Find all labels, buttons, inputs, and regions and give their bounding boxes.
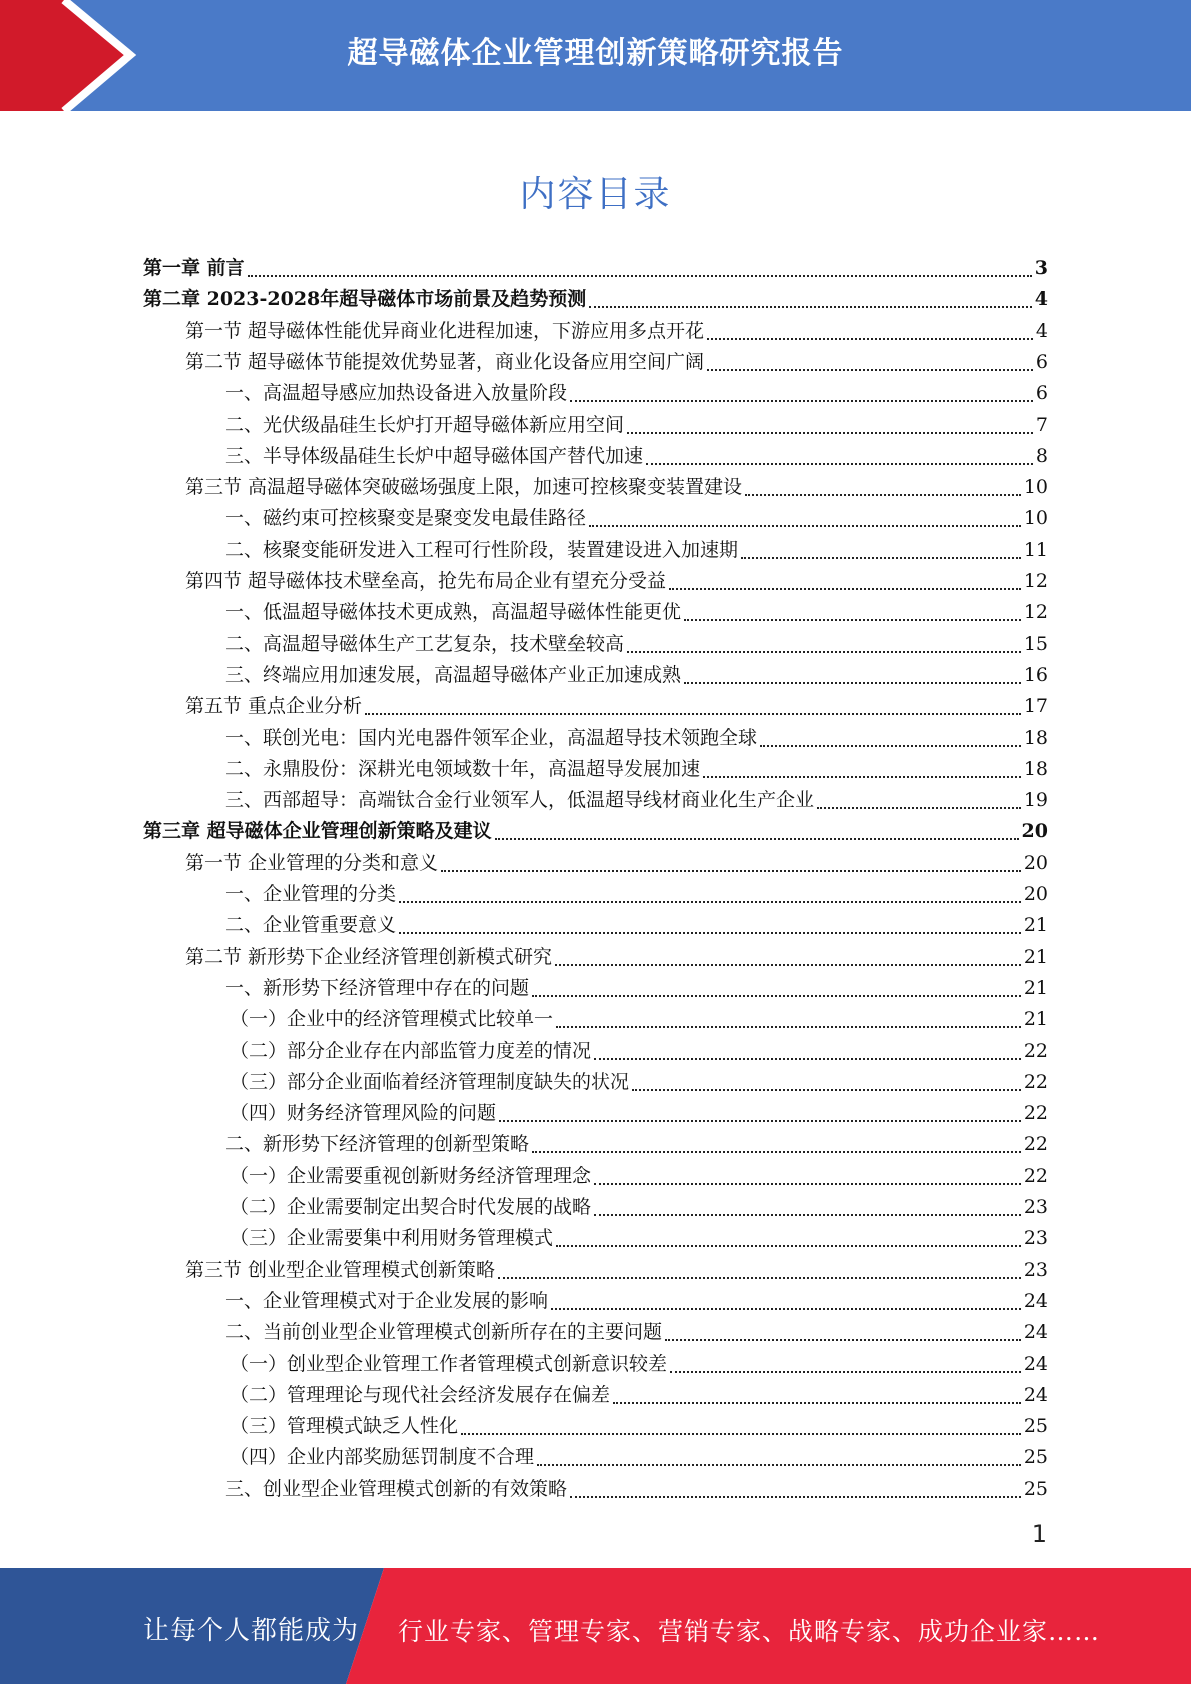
toc-leader-dots bbox=[707, 338, 1033, 340]
toc-leader-dots bbox=[498, 1277, 1021, 1279]
toc-entry-page: 22 bbox=[1023, 1133, 1048, 1156]
toc-entry[interactable] bbox=[225, 1286, 1048, 1317]
toc-entry-page: 20 bbox=[1021, 820, 1048, 843]
toc-entry-page: 12 bbox=[1023, 601, 1048, 624]
toc-entry-page: 24 bbox=[1023, 1321, 1048, 1344]
report-title: 超导磁体企业管理创新策略研究报告 bbox=[347, 36, 844, 71]
toc-entry[interactable] bbox=[143, 284, 1048, 315]
toc-entry-title: 一、磁约束可控核聚变是聚变发电最佳路径 bbox=[225, 507, 587, 530]
toc-leader-dots bbox=[665, 1339, 1021, 1341]
toc-entry-title: （二）部分企业存在内部监管力度差的情况 bbox=[230, 1039, 592, 1062]
toc-entry-title: 三、终端应用加速发展，高温超导磁体产业正加速成熟 bbox=[225, 663, 682, 686]
toc-leader-dots bbox=[570, 1496, 1021, 1498]
toc-entry[interactable] bbox=[225, 629, 1048, 660]
toc-entry-title: （二）管理理论与现代社会经济发展存在偏差 bbox=[230, 1383, 611, 1406]
toc-entry-page: 25 bbox=[1023, 1446, 1048, 1469]
toc-entry-title: 二、当前创业型企业管理模式创新所存在的主要问题 bbox=[225, 1321, 663, 1344]
toc-entry-page: 6 bbox=[1035, 382, 1048, 405]
toc-entry-title: 二、新形势下经济管理的创新型策略 bbox=[225, 1133, 530, 1156]
footer-slogan-right: 行业专家、管理专家、营销专家、战略专家、成功企业家…… bbox=[398, 1617, 1101, 1646]
toc-entry[interactable] bbox=[185, 347, 1048, 378]
toc-leader-dots bbox=[817, 807, 1021, 809]
toc-leader-dots bbox=[707, 369, 1033, 371]
toc-entry[interactable] bbox=[185, 848, 1048, 879]
toc-leader-dots bbox=[551, 1308, 1021, 1310]
toc-entry-page: 20 bbox=[1023, 883, 1048, 905]
toc-entry-page: 24 bbox=[1023, 1289, 1048, 1312]
toc-entry[interactable] bbox=[185, 691, 1048, 722]
toc-entry-title: （三）管理模式缺乏人性化 bbox=[230, 1415, 459, 1438]
footer-slogan-left: 让每个人都能成为 bbox=[143, 1616, 360, 1646]
toc-leader-dots bbox=[570, 400, 1033, 402]
toc-entry[interactable] bbox=[185, 942, 1048, 973]
toc-leader-dots bbox=[669, 588, 1021, 590]
toc-leader-dots bbox=[399, 901, 1021, 903]
toc-leader-dots bbox=[589, 525, 1021, 527]
toc-entry[interactable] bbox=[230, 1192, 1048, 1223]
toc-entry-title: 一、低温超导磁体技术更成熟，高温超导磁体性能更优 bbox=[225, 601, 682, 624]
toc-entry-page: 22 bbox=[1023, 1164, 1048, 1187]
toc-leader-dots bbox=[537, 1464, 1021, 1466]
toc-entry-page: 19 bbox=[1023, 789, 1048, 812]
toc-entry-page: 18 bbox=[1023, 757, 1048, 780]
toc-entry[interactable] bbox=[230, 1004, 1048, 1035]
toc-entry-title: 三、创业型企业管理模式创新的有效策略 bbox=[225, 1477, 568, 1500]
toc-entry-title: 二、光伏级晶硅生长炉打开超导磁体新应用空间 bbox=[225, 413, 625, 436]
toc-leader-dots bbox=[703, 776, 1021, 778]
toc-leader-dots bbox=[499, 1120, 1021, 1122]
toc-entry-page: 23 bbox=[1023, 1258, 1048, 1281]
toc-entry-page: 22 bbox=[1023, 1102, 1048, 1125]
toc-leader-dots bbox=[532, 1151, 1021, 1153]
toc-entry-title: （二）企业需要制定出契合时代发展的战略 bbox=[230, 1196, 592, 1218]
toc-entry-page: 10 bbox=[1023, 476, 1048, 499]
toc-entry-title: 一、新形势下经济管理中存在的问题 bbox=[225, 976, 530, 999]
toc-entry[interactable] bbox=[230, 1349, 1048, 1380]
toc-entry-page: 21 bbox=[1023, 1008, 1048, 1031]
toc-entry-title: 一、企业管理的分类 bbox=[225, 883, 397, 905]
toc-entry[interactable] bbox=[225, 785, 1048, 816]
page-footer bbox=[0, 1568, 1191, 1684]
toc-entry-title: （四）财务经济管理风险的问题 bbox=[230, 1102, 497, 1125]
toc-entry-title: 二、高温超导磁体生产工艺复杂，技术壁垒较高 bbox=[225, 632, 625, 655]
toc-leader-dots bbox=[646, 463, 1033, 465]
toc-entry-title: 三、半导体级晶硅生长炉中超导磁体国产替代加速 bbox=[225, 444, 644, 467]
toc-leader-dots bbox=[684, 619, 1021, 621]
toc-entry-page: 21 bbox=[1023, 976, 1048, 999]
toc-entry-page: 20 bbox=[1023, 851, 1048, 874]
toc-leader-dots bbox=[627, 651, 1021, 653]
toc-entry-title: 第一节 企业管理的分类和意义 bbox=[185, 851, 439, 874]
toc-entry-title: 一、高温超导感应加热设备进入放量阶段 bbox=[225, 382, 568, 405]
toc-leader-dots bbox=[613, 1402, 1021, 1404]
toc-entry-page: 22 bbox=[1023, 1070, 1048, 1093]
toc-entry-page: 3 bbox=[1034, 257, 1048, 279]
toc-entry[interactable] bbox=[225, 378, 1048, 409]
toc-entry[interactable] bbox=[225, 1317, 1048, 1348]
toc-entry-title: 第一节 超导磁体性能优异商业化进程加速，下游应用多点开花 bbox=[185, 319, 705, 342]
toc-entry-title: （四）企业内部奖励惩罚制度不合理 bbox=[230, 1446, 535, 1469]
toc-entry-title: （一）企业需要重视创新财务经济管理理念 bbox=[230, 1164, 592, 1187]
toc-leader-dots bbox=[556, 1245, 1021, 1247]
toc-entry-title: 一、联创光电：国内光电器件领军企业，高温超导技术领跑全球 bbox=[225, 726, 758, 749]
toc-entry-title: （一）创业型企业管理工作者管理模式创新意识较差 bbox=[230, 1352, 668, 1375]
toc-entry-title: 第五节 重点企业分析 bbox=[185, 695, 363, 718]
toc-entry[interactable] bbox=[225, 441, 1048, 472]
toc-entry-page: 25 bbox=[1023, 1477, 1048, 1500]
toc-entry-page: 11 bbox=[1023, 538, 1048, 561]
toc-entry-title: 第三章 超导磁体企业管理创新策略及建议 bbox=[143, 820, 492, 843]
toc-entry[interactable] bbox=[185, 472, 1048, 503]
toc-entry-page: 17 bbox=[1023, 695, 1048, 718]
page-number: 1 bbox=[1031, 1520, 1047, 1548]
toc-leader-dots bbox=[555, 964, 1021, 966]
toc-entry[interactable] bbox=[185, 1255, 1048, 1286]
toc-entry[interactable] bbox=[230, 1161, 1048, 1192]
toc-leader-dots bbox=[441, 870, 1021, 872]
toc-entry-page: 23 bbox=[1023, 1196, 1048, 1218]
toc-leader-dots bbox=[745, 494, 1021, 496]
toc-entry[interactable] bbox=[225, 535, 1048, 566]
toc-entry[interactable] bbox=[225, 879, 1048, 910]
toc-leader-dots bbox=[556, 1026, 1021, 1028]
toc-entry[interactable] bbox=[225, 410, 1048, 441]
toc-heading: 内容目录 bbox=[519, 174, 672, 215]
toc-leader-dots bbox=[495, 838, 1019, 840]
toc-entry[interactable] bbox=[230, 1036, 1048, 1067]
toc-entry-title: 二、核聚变能研发进入工程可行性阶段，装置建设进入加速期 bbox=[225, 538, 739, 561]
toc-leader-dots bbox=[632, 1089, 1021, 1091]
toc-leader-dots bbox=[248, 275, 1032, 277]
toc-leader-dots bbox=[594, 1183, 1021, 1185]
toc-entry-page: 21 bbox=[1023, 914, 1048, 937]
toc-entry[interactable] bbox=[225, 503, 1048, 534]
toc-entry-page: 10 bbox=[1023, 507, 1048, 530]
toc-entry-title: 第二章 2023-2028年超导磁体市场前景及趋势预测 bbox=[143, 288, 587, 311]
toc-entry-title: 第三节 高温超导磁体突破磁场强度上限，加速可控核聚变装置建设 bbox=[185, 476, 743, 499]
toc-entry[interactable] bbox=[225, 1129, 1048, 1160]
page-header bbox=[0, 0, 1191, 111]
toc-entry-page: 4 bbox=[1034, 288, 1048, 311]
toc-entry-page: 25 bbox=[1023, 1415, 1048, 1438]
toc-entry[interactable] bbox=[225, 754, 1048, 785]
toc-leader-dots bbox=[741, 557, 1021, 559]
toc-entry-page: 24 bbox=[1023, 1383, 1048, 1406]
toc-leader-dots bbox=[760, 745, 1021, 747]
toc-entry[interactable] bbox=[143, 253, 1048, 284]
toc-entry[interactable] bbox=[230, 1442, 1048, 1473]
toc-entry[interactable] bbox=[230, 1380, 1048, 1411]
toc-entry-page: 18 bbox=[1023, 726, 1048, 749]
toc-leader-dots bbox=[399, 932, 1021, 934]
toc-entry[interactable] bbox=[230, 1098, 1048, 1129]
toc-entry[interactable] bbox=[225, 973, 1048, 1004]
toc-entry[interactable] bbox=[185, 566, 1048, 597]
toc-entry-page: 23 bbox=[1023, 1227, 1048, 1250]
toc-entry-page: 4 bbox=[1035, 319, 1048, 342]
toc-entry-title: 二、企业管重要意义 bbox=[225, 914, 397, 937]
toc-entry[interactable] bbox=[143, 816, 1048, 847]
toc-entry-page: 22 bbox=[1023, 1039, 1048, 1062]
toc-leader-dots bbox=[532, 995, 1021, 997]
toc-entry-title: 第三节 创业型企业管理模式创新策略 bbox=[185, 1258, 496, 1281]
toc-entry-title: （一）企业中的经济管理模式比较单一 bbox=[230, 1008, 554, 1031]
toc-entry[interactable] bbox=[225, 660, 1048, 691]
toc-entry[interactable] bbox=[225, 1474, 1048, 1505]
toc-leader-dots bbox=[589, 306, 1032, 308]
toc-leader-dots bbox=[365, 713, 1021, 715]
toc-entry[interactable] bbox=[225, 723, 1048, 754]
toc-entry[interactable] bbox=[185, 316, 1048, 347]
toc-leader-dots bbox=[670, 1371, 1021, 1373]
toc-entry-page: 6 bbox=[1035, 350, 1048, 373]
toc-entry[interactable] bbox=[230, 1411, 1048, 1442]
toc-entry-page: 21 bbox=[1023, 945, 1048, 968]
toc-entry-title: 一、企业管理模式对于企业发展的影响 bbox=[225, 1289, 549, 1312]
toc-entry-title: 第四节 超导磁体技术壁垒高，抢先布局企业有望充分受益 bbox=[185, 570, 667, 592]
toc-entry-page: 12 bbox=[1023, 570, 1048, 592]
toc-entry[interactable] bbox=[230, 1223, 1048, 1254]
toc-entry-page: 7 bbox=[1035, 413, 1048, 436]
toc-entry-title: 三、西部超导：高端钛合金行业领军人，低温超导线材商业化生产企业 bbox=[225, 789, 815, 812]
toc-entry-page: 16 bbox=[1023, 663, 1048, 686]
toc-entry-title: 二、永鼎股份：深耕光电领域数十年，高温超导发展加速 bbox=[225, 757, 701, 780]
toc-entry[interactable] bbox=[230, 1067, 1048, 1098]
toc-entry-title: 第一章 前言 bbox=[143, 257, 245, 279]
toc-leader-dots bbox=[594, 1058, 1021, 1060]
toc-entry-title: （三）企业需要集中利用财务管理模式 bbox=[230, 1227, 554, 1250]
toc-entry-page: 24 bbox=[1023, 1352, 1048, 1375]
toc-leader-dots bbox=[627, 432, 1033, 434]
toc-entry-title: （三）部分企业面临着经济管理制度缺失的状况 bbox=[230, 1070, 630, 1093]
toc-entry[interactable] bbox=[225, 597, 1048, 628]
toc-entry[interactable] bbox=[225, 910, 1048, 941]
toc-entry-page: 8 bbox=[1035, 444, 1048, 467]
toc-leader-dots bbox=[684, 682, 1021, 684]
toc-leader-dots bbox=[594, 1214, 1021, 1216]
toc-entry-title: 第二节 超导磁体节能提效优势显著，商业化设备应用空间广阔 bbox=[185, 350, 705, 373]
toc-entry-title: 第二节 新形势下企业经济管理创新模式研究 bbox=[185, 945, 553, 968]
toc-leader-dots bbox=[461, 1433, 1021, 1435]
toc-entry-page: 15 bbox=[1023, 632, 1048, 655]
